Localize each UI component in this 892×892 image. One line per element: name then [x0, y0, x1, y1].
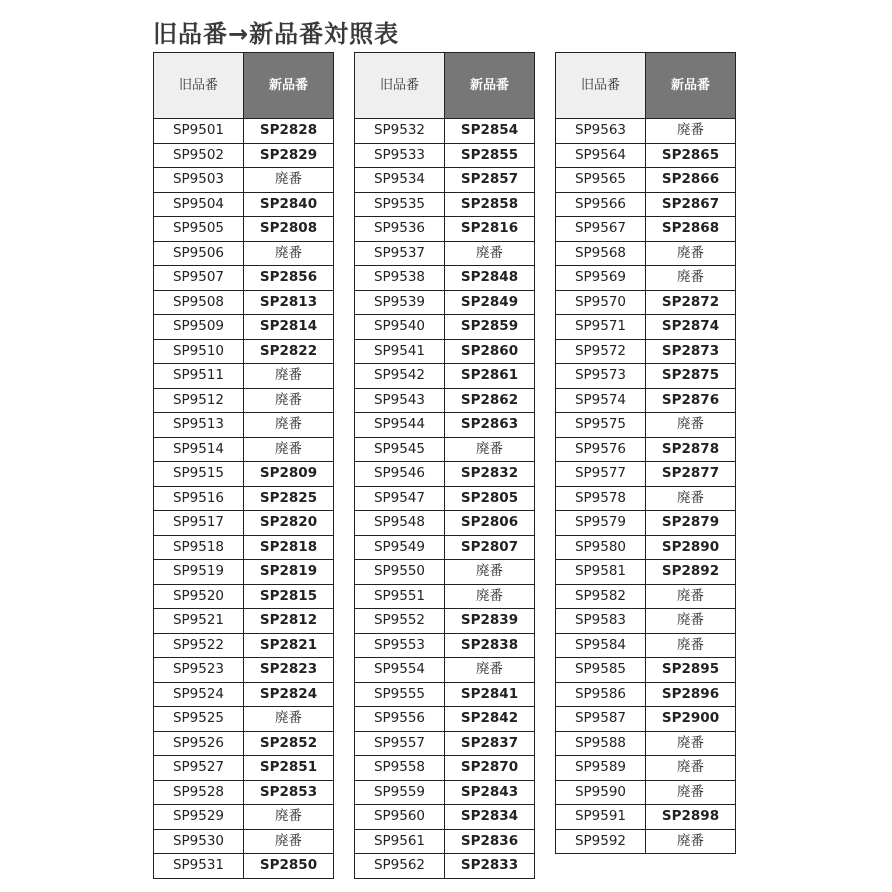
old-part-number: SP9529 — [154, 805, 244, 830]
old-part-number: SP9506 — [154, 241, 244, 266]
old-part-number: SP9586 — [556, 682, 646, 707]
table-row — [556, 315, 736, 340]
new-part-number: SP2836 — [445, 829, 535, 854]
table-row — [355, 609, 535, 634]
new-part-number: 廃番 — [244, 413, 334, 438]
table-row — [556, 143, 736, 168]
table-row — [154, 854, 334, 879]
table-row — [154, 168, 334, 193]
new-part-number: SP2857 — [445, 168, 535, 193]
new-part-number: 廃番 — [646, 266, 736, 291]
old-part-number: SP9544 — [355, 413, 445, 438]
old-part-number: SP9547 — [355, 486, 445, 511]
table-row — [556, 462, 736, 487]
old-part-number: SP9511 — [154, 364, 244, 389]
table-row — [355, 388, 535, 413]
old-part-number: SP9557 — [355, 731, 445, 756]
new-part-number: SP2824 — [244, 682, 334, 707]
old-part-number: SP9572 — [556, 339, 646, 364]
old-part-number: SP9563 — [556, 119, 646, 144]
old-part-number: SP9503 — [154, 168, 244, 193]
table-row — [154, 437, 334, 462]
new-part-number: 廃番 — [646, 119, 736, 144]
table-row — [556, 707, 736, 732]
table-row — [154, 462, 334, 487]
old-part-number: SP9539 — [355, 290, 445, 315]
table-row — [556, 829, 736, 854]
old-part-number: SP9565 — [556, 168, 646, 193]
new-part-number: 廃番 — [244, 388, 334, 413]
old-part-number: SP9501 — [154, 119, 244, 144]
new-part-number: 廃番 — [244, 364, 334, 389]
old-part-number: SP9567 — [556, 217, 646, 242]
new-part-number: 廃番 — [646, 486, 736, 511]
new-part-number: SP2873 — [646, 339, 736, 364]
page-title: 旧品番→新品番対照表 — [153, 20, 400, 48]
old-part-number: SP9566 — [556, 192, 646, 217]
table-row — [154, 535, 334, 560]
table-row — [355, 756, 535, 781]
old-part-number: SP9519 — [154, 560, 244, 585]
table-row — [355, 339, 535, 364]
table-row — [154, 315, 334, 340]
new-part-number: SP2832 — [445, 462, 535, 487]
new-part-number: SP2820 — [244, 511, 334, 536]
new-part-number: SP2837 — [445, 731, 535, 756]
conversion-table-1 — [153, 52, 334, 879]
table-row — [154, 633, 334, 658]
column-header-new: 新品番 — [445, 53, 535, 119]
old-part-number: SP9515 — [154, 462, 244, 487]
old-part-number: SP9549 — [355, 535, 445, 560]
table-row — [154, 731, 334, 756]
table-row — [556, 413, 736, 438]
new-part-number: SP2892 — [646, 560, 736, 585]
table-row — [154, 560, 334, 585]
table-row — [556, 217, 736, 242]
old-part-number: SP9536 — [355, 217, 445, 242]
new-part-number: SP2859 — [445, 315, 535, 340]
new-part-number: SP2890 — [646, 535, 736, 560]
new-part-number: SP2819 — [244, 560, 334, 585]
table-row — [154, 829, 334, 854]
new-part-number: 廃番 — [646, 609, 736, 634]
table-row — [355, 560, 535, 585]
old-part-number: SP9550 — [355, 560, 445, 585]
column-header-new: 新品番 — [646, 53, 736, 119]
new-part-number: 廃番 — [646, 756, 736, 781]
conversion-table-3 — [555, 52, 736, 854]
table-row — [355, 217, 535, 242]
old-part-number: SP9532 — [355, 119, 445, 144]
new-part-number: SP2852 — [244, 731, 334, 756]
old-part-number: SP9542 — [355, 364, 445, 389]
table-row — [154, 143, 334, 168]
new-part-number: 廃番 — [445, 560, 535, 585]
table-row — [154, 511, 334, 536]
table-row — [556, 119, 736, 144]
new-part-number: SP2861 — [445, 364, 535, 389]
table-row — [154, 290, 334, 315]
old-part-number: SP9555 — [355, 682, 445, 707]
new-part-number: 廃番 — [244, 829, 334, 854]
new-part-number: SP2814 — [244, 315, 334, 340]
old-part-number: SP9577 — [556, 462, 646, 487]
new-part-number: SP2805 — [445, 486, 535, 511]
table-row — [556, 339, 736, 364]
old-part-number: SP9578 — [556, 486, 646, 511]
old-part-number: SP9540 — [355, 315, 445, 340]
table-row — [556, 511, 736, 536]
table-row — [556, 437, 736, 462]
table-row — [355, 462, 535, 487]
table-row — [154, 658, 334, 683]
old-part-number: SP9573 — [556, 364, 646, 389]
old-part-number: SP9559 — [355, 780, 445, 805]
table-row — [556, 682, 736, 707]
new-part-number: 廃番 — [646, 829, 736, 854]
old-part-number: SP9568 — [556, 241, 646, 266]
new-part-number: SP2807 — [445, 535, 535, 560]
old-part-number: SP9525 — [154, 707, 244, 732]
new-part-number: 廃番 — [244, 707, 334, 732]
old-part-number: SP9569 — [556, 266, 646, 291]
new-part-number: SP2848 — [445, 266, 535, 291]
old-part-number: SP9505 — [154, 217, 244, 242]
new-part-number: SP2829 — [244, 143, 334, 168]
table-row — [355, 143, 535, 168]
table-row — [355, 854, 535, 879]
new-part-number: SP2821 — [244, 633, 334, 658]
old-part-number: SP9575 — [556, 413, 646, 438]
table-row — [556, 633, 736, 658]
old-part-number: SP9570 — [556, 290, 646, 315]
table-row — [556, 266, 736, 291]
table-row — [355, 707, 535, 732]
old-part-number: SP9545 — [355, 437, 445, 462]
table-row — [355, 486, 535, 511]
old-part-number: SP9523 — [154, 658, 244, 683]
table-row — [556, 780, 736, 805]
old-part-number: SP9588 — [556, 731, 646, 756]
new-part-number: SP2876 — [646, 388, 736, 413]
new-part-number: SP2866 — [646, 168, 736, 193]
table-row — [154, 780, 334, 805]
new-part-number: SP2849 — [445, 290, 535, 315]
old-part-number: SP9541 — [355, 339, 445, 364]
new-part-number: SP2828 — [244, 119, 334, 144]
new-part-number: SP2860 — [445, 339, 535, 364]
new-part-number: 廃番 — [646, 780, 736, 805]
new-part-number: SP2870 — [445, 756, 535, 781]
table-row — [556, 609, 736, 634]
table-row — [154, 486, 334, 511]
table-row — [154, 388, 334, 413]
new-part-number: SP2838 — [445, 633, 535, 658]
new-part-number: SP2843 — [445, 780, 535, 805]
table-row — [355, 731, 535, 756]
new-part-number: SP2851 — [244, 756, 334, 781]
old-part-number: SP9574 — [556, 388, 646, 413]
new-part-number: SP2822 — [244, 339, 334, 364]
old-part-number: SP9589 — [556, 756, 646, 781]
table-row — [355, 805, 535, 830]
table-row — [556, 584, 736, 609]
new-part-number: SP2895 — [646, 658, 736, 683]
table-row — [154, 217, 334, 242]
old-part-number: SP9533 — [355, 143, 445, 168]
new-part-number: SP2877 — [646, 462, 736, 487]
table-row — [355, 829, 535, 854]
new-part-number: 廃番 — [646, 633, 736, 658]
table-row — [556, 290, 736, 315]
column-header-old: 旧品番 — [154, 53, 244, 119]
new-part-number: SP2818 — [244, 535, 334, 560]
old-part-number: SP9527 — [154, 756, 244, 781]
new-part-number: SP2856 — [244, 266, 334, 291]
old-part-number: SP9592 — [556, 829, 646, 854]
new-part-number: 廃番 — [244, 805, 334, 830]
old-part-number: SP9510 — [154, 339, 244, 364]
table-row — [355, 241, 535, 266]
table-row — [154, 119, 334, 144]
table-row — [355, 290, 535, 315]
new-part-number: 廃番 — [646, 413, 736, 438]
table-row — [355, 192, 535, 217]
old-part-number: SP9583 — [556, 609, 646, 634]
old-part-number: SP9556 — [355, 707, 445, 732]
old-part-number: SP9546 — [355, 462, 445, 487]
old-part-number: SP9522 — [154, 633, 244, 658]
table-row — [556, 364, 736, 389]
table-row — [355, 315, 535, 340]
old-part-number: SP9558 — [355, 756, 445, 781]
table-row — [556, 388, 736, 413]
new-part-number: SP2834 — [445, 805, 535, 830]
new-part-number: SP2813 — [244, 290, 334, 315]
table-row — [556, 756, 736, 781]
new-part-number: SP2850 — [244, 854, 334, 879]
new-part-number: 廃番 — [445, 241, 535, 266]
old-part-number: SP9507 — [154, 266, 244, 291]
table-row — [355, 658, 535, 683]
table-row — [154, 584, 334, 609]
table-row — [355, 413, 535, 438]
new-part-number: SP2875 — [646, 364, 736, 389]
table-row — [355, 168, 535, 193]
old-part-number: SP9531 — [154, 854, 244, 879]
old-part-number: SP9553 — [355, 633, 445, 658]
new-part-number: SP2833 — [445, 854, 535, 879]
old-part-number: SP9554 — [355, 658, 445, 683]
table-row — [154, 413, 334, 438]
table-row — [154, 682, 334, 707]
new-part-number: SP2878 — [646, 437, 736, 462]
old-part-number: SP9521 — [154, 609, 244, 634]
table-row — [355, 266, 535, 291]
table-row — [154, 707, 334, 732]
new-part-number: SP2853 — [244, 780, 334, 805]
table-row — [556, 535, 736, 560]
table-row — [355, 682, 535, 707]
old-part-number: SP9561 — [355, 829, 445, 854]
table-row — [154, 241, 334, 266]
new-part-number: SP2855 — [445, 143, 535, 168]
table-row — [355, 511, 535, 536]
new-part-number: SP2812 — [244, 609, 334, 634]
new-part-number: 廃番 — [445, 437, 535, 462]
old-part-number: SP9560 — [355, 805, 445, 830]
new-part-number: 廃番 — [445, 658, 535, 683]
new-part-number: SP2854 — [445, 119, 535, 144]
table-row — [355, 633, 535, 658]
new-part-number: 廃番 — [646, 584, 736, 609]
new-part-number: SP2842 — [445, 707, 535, 732]
old-part-number: SP9520 — [154, 584, 244, 609]
old-part-number: SP9535 — [355, 192, 445, 217]
new-part-number: SP2874 — [646, 315, 736, 340]
old-part-number: SP9548 — [355, 511, 445, 536]
old-part-number: SP9512 — [154, 388, 244, 413]
old-part-number: SP9537 — [355, 241, 445, 266]
new-part-number: 廃番 — [646, 731, 736, 756]
new-part-number: SP2840 — [244, 192, 334, 217]
old-part-number: SP9576 — [556, 437, 646, 462]
table-row — [154, 364, 334, 389]
old-part-number: SP9580 — [556, 535, 646, 560]
old-part-number: SP9509 — [154, 315, 244, 340]
old-part-number: SP9534 — [355, 168, 445, 193]
new-part-number: SP2872 — [646, 290, 736, 315]
old-part-number: SP9590 — [556, 780, 646, 805]
conversion-table-2 — [354, 52, 535, 879]
new-part-number: SP2867 — [646, 192, 736, 217]
old-part-number: SP9504 — [154, 192, 244, 217]
old-part-number: SP9514 — [154, 437, 244, 462]
old-part-number: SP9581 — [556, 560, 646, 585]
new-part-number: SP2862 — [445, 388, 535, 413]
new-part-number: SP2815 — [244, 584, 334, 609]
table-row — [556, 168, 736, 193]
new-part-number: SP2806 — [445, 511, 535, 536]
table-row — [355, 584, 535, 609]
new-part-number: SP2808 — [244, 217, 334, 242]
column-header-old: 旧品番 — [556, 53, 646, 119]
table-row — [355, 119, 535, 144]
table-row — [154, 192, 334, 217]
new-part-number: SP2863 — [445, 413, 535, 438]
new-part-number: SP2841 — [445, 682, 535, 707]
old-part-number: SP9562 — [355, 854, 445, 879]
old-part-number: SP9516 — [154, 486, 244, 511]
new-part-number: 廃番 — [244, 168, 334, 193]
old-part-number: SP9584 — [556, 633, 646, 658]
table-row — [556, 486, 736, 511]
new-part-number: 廃番 — [445, 584, 535, 609]
old-part-number: SP9579 — [556, 511, 646, 536]
new-part-number: SP2839 — [445, 609, 535, 634]
old-part-number: SP9587 — [556, 707, 646, 732]
table-row — [556, 805, 736, 830]
new-part-number: SP2823 — [244, 658, 334, 683]
new-part-number: SP2858 — [445, 192, 535, 217]
column-header-old: 旧品番 — [355, 53, 445, 119]
old-part-number: SP9538 — [355, 266, 445, 291]
new-part-number: SP2898 — [646, 805, 736, 830]
old-part-number: SP9582 — [556, 584, 646, 609]
new-part-number: SP2868 — [646, 217, 736, 242]
new-part-number: SP2865 — [646, 143, 736, 168]
old-part-number: SP9571 — [556, 315, 646, 340]
old-part-number: SP9530 — [154, 829, 244, 854]
table-row — [556, 658, 736, 683]
table-row — [355, 535, 535, 560]
new-part-number: SP2825 — [244, 486, 334, 511]
table-row — [154, 266, 334, 291]
old-part-number: SP9552 — [355, 609, 445, 634]
old-part-number: SP9585 — [556, 658, 646, 683]
old-part-number: SP9564 — [556, 143, 646, 168]
table-row — [355, 780, 535, 805]
table-row — [355, 437, 535, 462]
table-row — [355, 364, 535, 389]
table-row — [154, 609, 334, 634]
table-row — [556, 560, 736, 585]
new-part-number: SP2896 — [646, 682, 736, 707]
old-part-number: SP9543 — [355, 388, 445, 413]
old-part-number: SP9591 — [556, 805, 646, 830]
new-part-number: SP2809 — [244, 462, 334, 487]
table-row — [556, 731, 736, 756]
column-header-new: 新品番 — [244, 53, 334, 119]
old-part-number: SP9508 — [154, 290, 244, 315]
new-part-number: 廃番 — [244, 437, 334, 462]
table-row — [154, 339, 334, 364]
old-part-number: SP9518 — [154, 535, 244, 560]
new-part-number: 廃番 — [244, 241, 334, 266]
table-row — [556, 192, 736, 217]
table-row — [154, 756, 334, 781]
old-part-number: SP9513 — [154, 413, 244, 438]
old-part-number: SP9526 — [154, 731, 244, 756]
old-part-number: SP9517 — [154, 511, 244, 536]
table-row — [556, 241, 736, 266]
old-part-number: SP9551 — [355, 584, 445, 609]
old-part-number: SP9524 — [154, 682, 244, 707]
table-row — [154, 805, 334, 830]
old-part-number: SP9502 — [154, 143, 244, 168]
old-part-number: SP9528 — [154, 780, 244, 805]
new-part-number: SP2900 — [646, 707, 736, 732]
new-part-number: 廃番 — [646, 241, 736, 266]
new-part-number: SP2816 — [445, 217, 535, 242]
new-part-number: SP2879 — [646, 511, 736, 536]
